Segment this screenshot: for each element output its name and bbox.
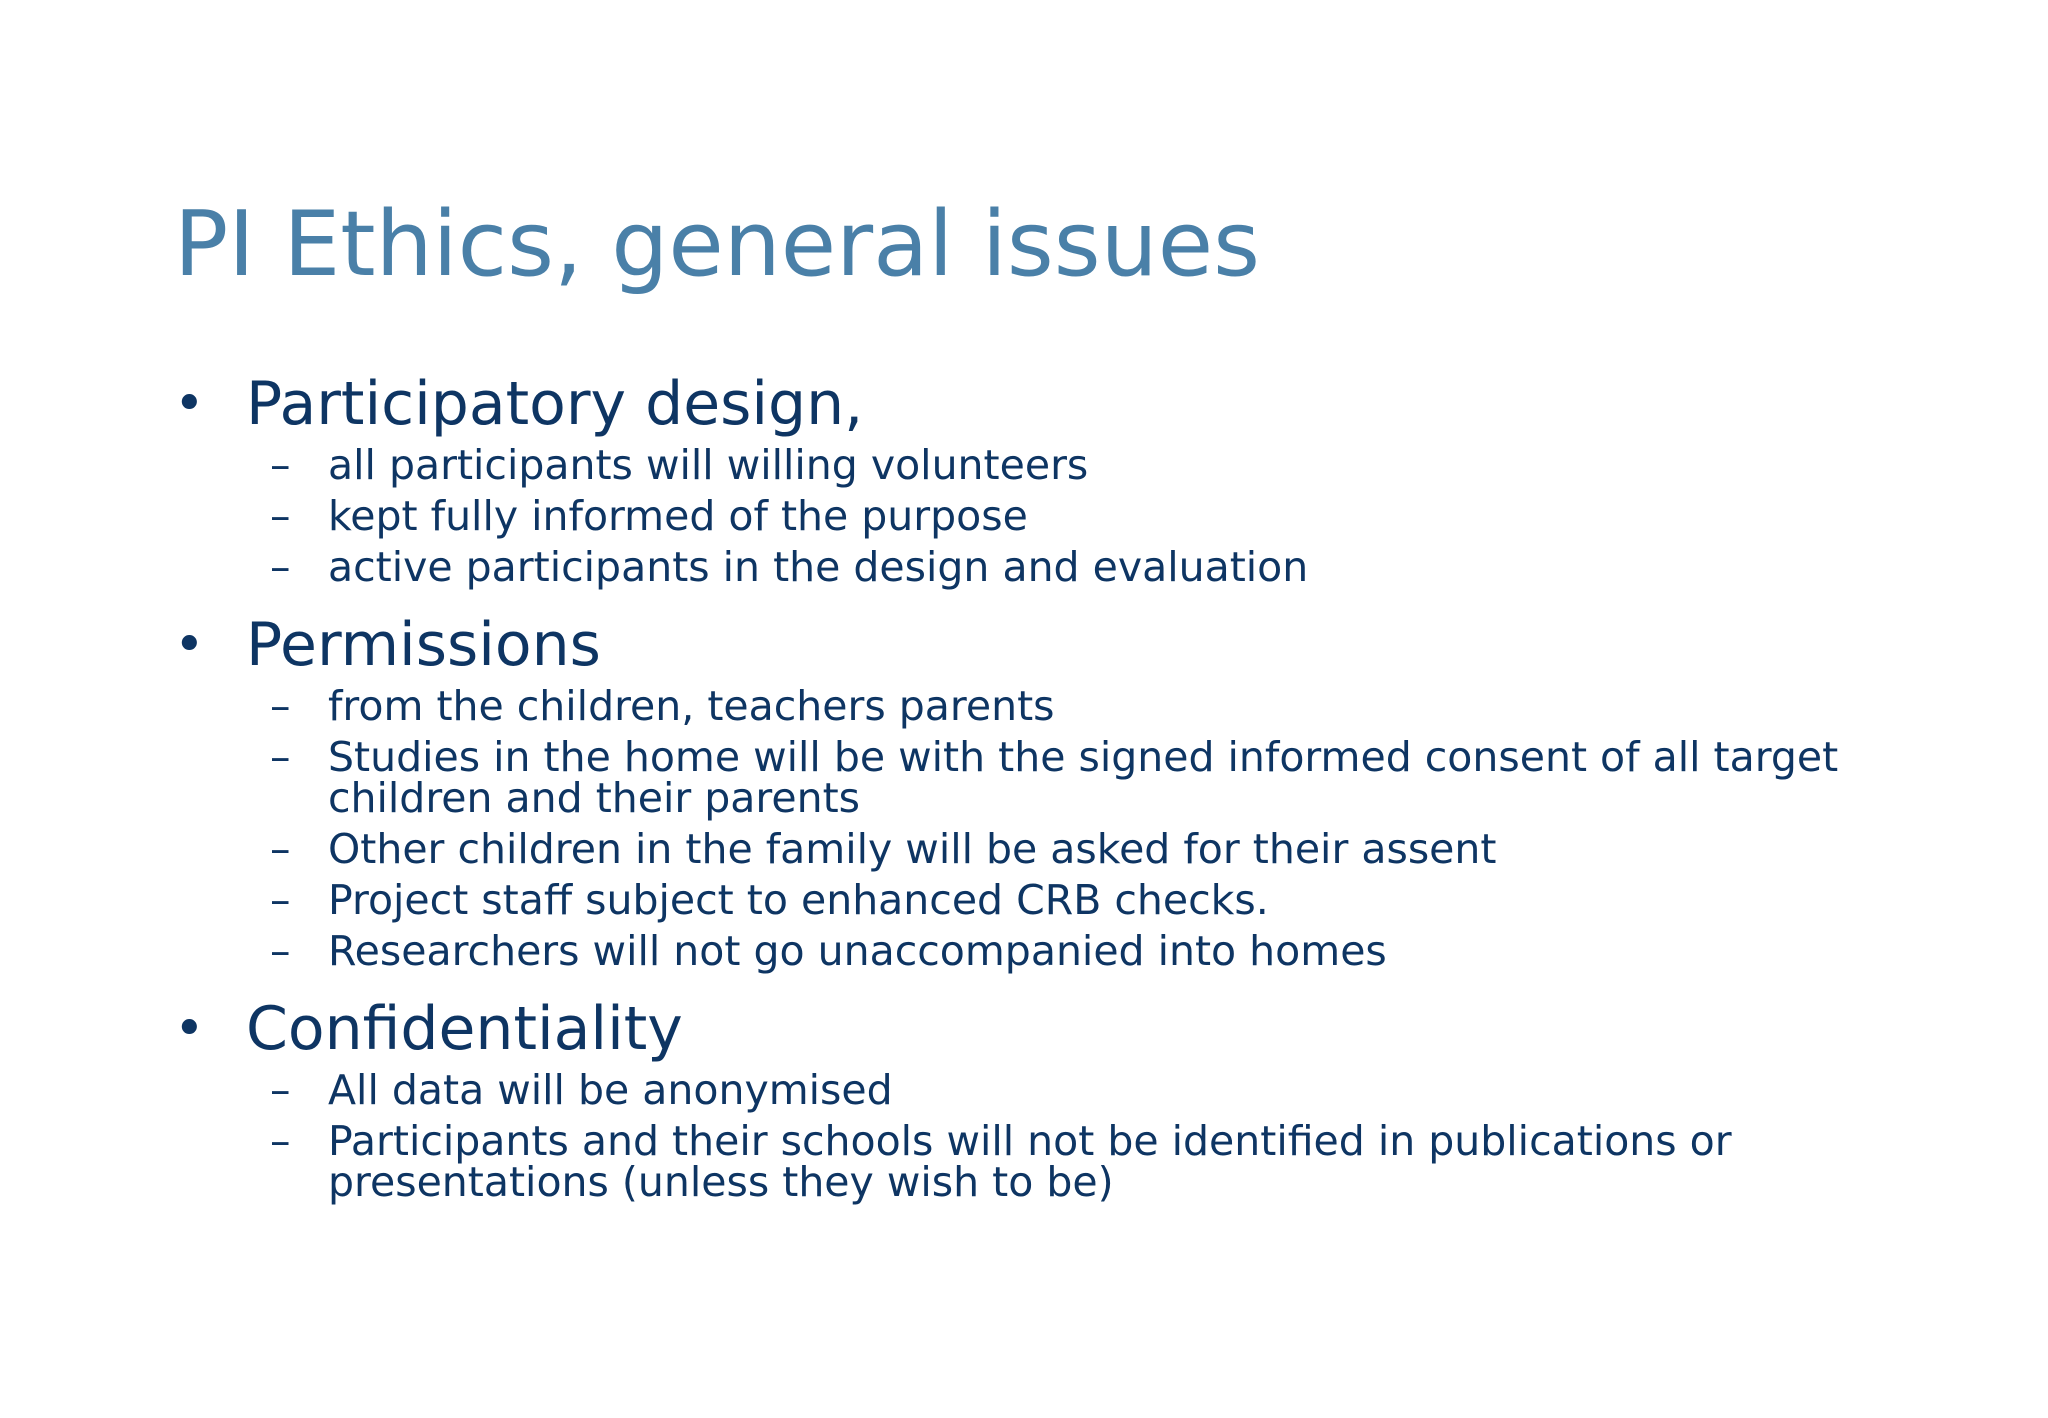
sub-item [270, 1065, 1874, 1116]
sub-list [174, 1065, 1874, 1208]
sub-item [270, 491, 1874, 542]
bullet-item [174, 609, 1874, 681]
sub-item-text: all participants will willing volunteers [328, 441, 1089, 489]
sub-item [270, 875, 1874, 926]
dash-icon: – [270, 733, 291, 781]
sub-item-text: Participants and their schools will not be identified in publications or presentations (unless they wish to be) [328, 1117, 1732, 1206]
sub-item [270, 824, 1874, 875]
dash-icon: – [270, 825, 291, 873]
dash-icon: – [270, 1117, 291, 1165]
bullet-item [174, 993, 1874, 1065]
sub-item-text: Researchers will not go unaccompanied into homes [328, 927, 1387, 975]
sub-item-text: Project staff subject to enhanced CRB checks. [328, 876, 1269, 924]
bullet-item [174, 368, 1874, 440]
sub-item [270, 732, 1874, 824]
section-confidentiality [174, 993, 1874, 1208]
sub-item-text: Studies in the home will be with the signed informed consent of all target children and their parents [328, 733, 1839, 822]
dash-icon: – [270, 927, 291, 975]
section-participatory-design [174, 368, 1874, 593]
sub-item [270, 542, 1874, 593]
bullet-icon: • [174, 374, 205, 434]
bullet-icon: • [174, 999, 205, 1059]
dash-icon: – [270, 492, 291, 540]
sub-list [174, 681, 1874, 977]
sub-item [270, 926, 1874, 977]
sub-item [270, 1116, 1874, 1208]
sub-item-text: active participants in the design and evaluation [328, 543, 1309, 591]
dash-icon: – [270, 543, 291, 591]
dash-icon: – [270, 1066, 291, 1114]
sub-item-text: Other children in the family will be asked for their assent [328, 825, 1497, 873]
slide-title: PI Ethics, general issues [174, 192, 1260, 297]
dash-icon: – [270, 441, 291, 489]
sub-item [270, 440, 1874, 491]
section-heading: Permissions [246, 610, 601, 680]
section-heading: Confidentiality [246, 994, 683, 1064]
sub-item [270, 681, 1874, 732]
section-permissions [174, 609, 1874, 977]
dash-icon: – [270, 876, 291, 924]
sub-item-text: kept fully informed of the purpose [328, 492, 1028, 540]
sub-item-text: from the children, teachers parents [328, 682, 1055, 730]
slide-content [174, 368, 1874, 1208]
section-heading: Participatory design, [246, 369, 864, 439]
sub-list [174, 440, 1874, 593]
bullet-icon: • [174, 615, 205, 675]
dash-icon: – [270, 682, 291, 730]
sub-item-text: All data will be anonymised [328, 1066, 893, 1114]
